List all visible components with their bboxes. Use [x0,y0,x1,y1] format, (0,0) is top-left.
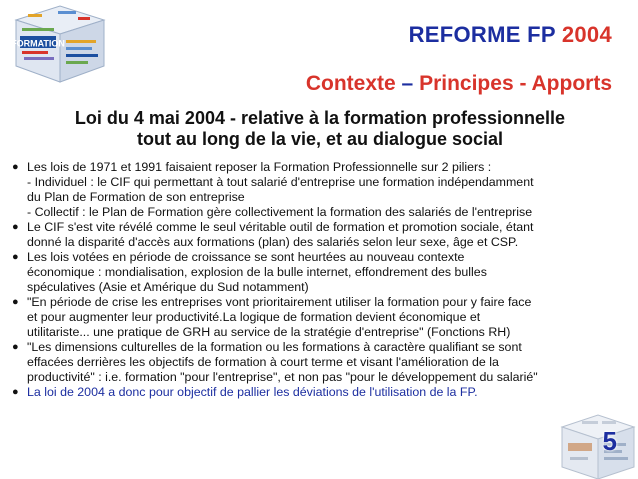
title-year: 2004 [561,22,612,47]
slide-number: 5 [602,426,617,456]
logo-text: FORMATION [11,38,65,49]
bullet-list [10,160,628,400]
bullet-item [10,250,628,295]
subtitle-principles: Principes - Apports [419,72,612,95]
bullet-line: Le CIF s'est vite révélé comme le seul véritable outil de formation et promotion sociale, étant [27,220,534,234]
bullet-item [10,385,628,400]
law-title-line-2: tout au long de la vie, et au dialogue social [136,129,504,149]
bullet-icon: ● [12,221,19,233]
bullet-line: spéculatives (Asie et Amérique du Sud notamment) [27,280,309,294]
law-title [20,108,620,150]
bullet-icon: ● [12,341,19,353]
bullet-icon: ● [12,251,19,263]
title-text: REFORME FP [408,22,556,47]
bullet-item [10,295,628,340]
bullet-line: donné la disparité d'accès aux formations (plan) des salariés selon leur sexe, âge et CSP. [27,235,519,249]
formation-cube-logo [8,2,112,84]
bullet-icon: ● [12,296,19,308]
bullet-line: et pour augmenter leur productivité.La logique de formation devient économique et [27,310,481,324]
bullet-item [10,220,628,250]
bullet-line: effacées derrières les objectifs de formation à court terme et visant l'amélioration de la [27,355,499,369]
bullet-line: du Plan de Formation de son entreprise [27,190,245,204]
formation-decoration-image [548,387,638,479]
bullet-line: Les lois votées en période de croissance se sont heurtées au nouveau contexte [27,250,465,264]
bullet-line: productivité" : i.e. formation "pour l'entreprise", et non pas "pour le développement du salarié" [27,370,538,384]
page-title [409,22,612,48]
bullet-line: - Collectif : le Plan de Formation gère collectivement la formation des salariés de l'entreprise [27,205,533,219]
bullet-item [10,160,628,220]
bullet-item [10,340,628,385]
bullet-line: utilitariste... une pratique de GRH au service de la stratégie d'entreprise" (Fonctions RH) [27,325,511,339]
bullet-line: La loi de 2004 a donc pour objectif de pallier les déviations de l'utilisation de la FP. [27,385,478,399]
bullet-line: "Les dimensions culturelles de la formation ou les formations à caractère qualifiant se sont [27,340,522,354]
bullet-line: Les lois de 1971 et 1991 faisaient reposer la Formation Professionnelle sur 2 piliers : [27,160,492,174]
subtitle [306,72,612,96]
bullet-line: économique : mondialisation, explosion de la bulle internet, effondrement des bulles [27,265,487,279]
law-title-line-1: Loi du 4 mai 2004 - relative à la formation professionnelle [74,108,566,128]
bullet-line: "En période de crise les entreprises vont prioritairement utiliser la formation pour y faire face [27,295,532,309]
bullet-icon: ● [12,161,19,173]
subtitle-dash: – [395,72,420,95]
subtitle-context: Contexte [305,72,396,95]
bullet-icon: ● [12,386,19,398]
bullet-line: - Individuel : le CIF qui permettant à tout salarié d'entreprise une formation indépendamment [27,175,534,189]
